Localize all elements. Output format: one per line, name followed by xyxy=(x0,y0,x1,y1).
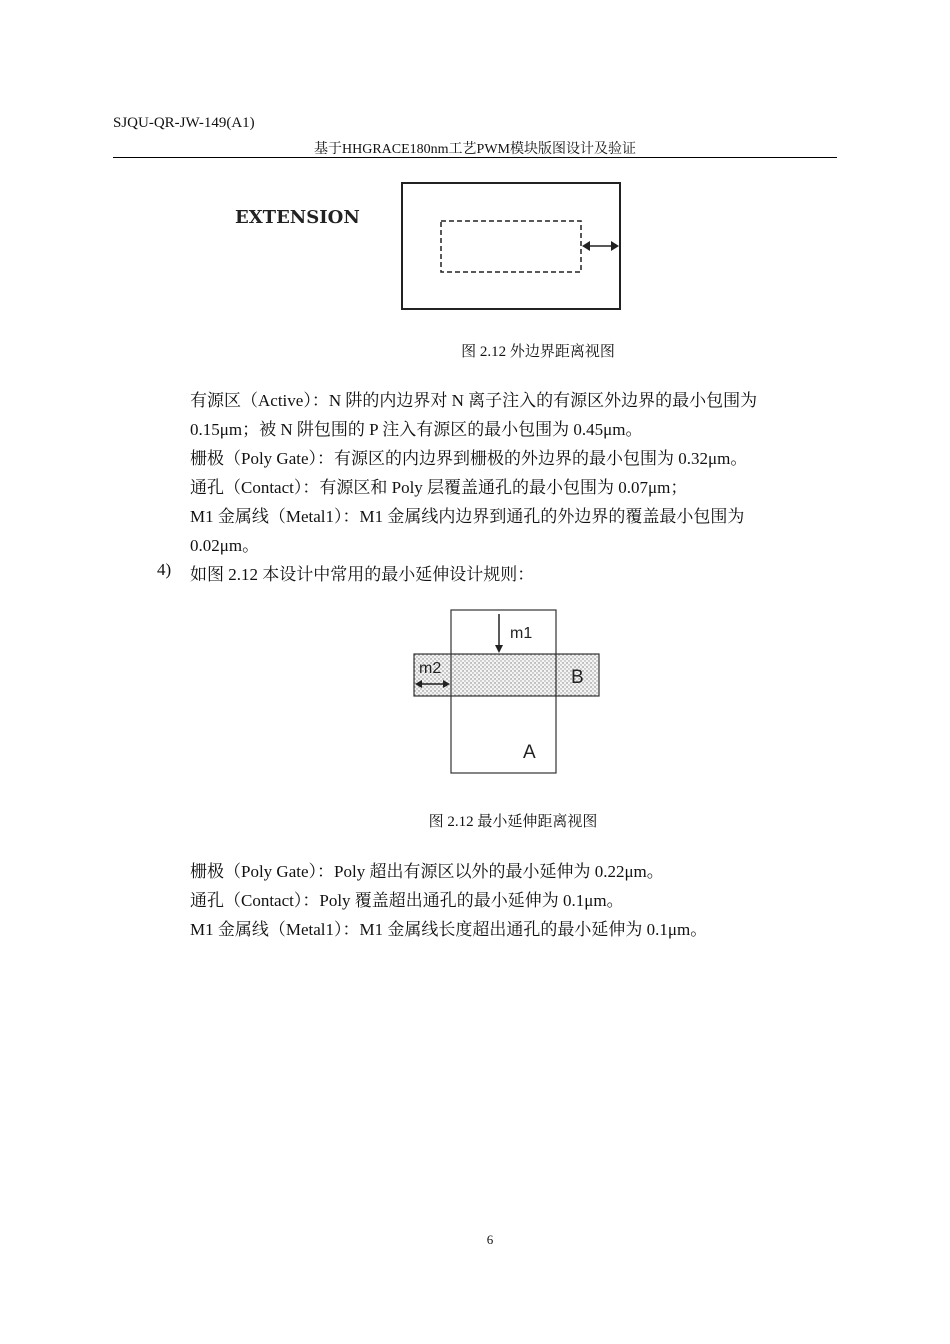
m1-arrow-head xyxy=(495,645,503,653)
enclosure-rules xyxy=(190,386,840,560)
running-title: 基于HHGRACE180nm工艺PWM模块版图设计及验证 xyxy=(313,142,636,157)
extension-rules xyxy=(190,857,840,944)
figure2-caption: 图 2.12 最小延伸距离视图 xyxy=(428,814,598,830)
list-number: 4) xyxy=(157,560,172,579)
a-label: A xyxy=(523,742,536,763)
m2-label: m2 xyxy=(419,660,442,677)
document-code: SJQU-QR-JW-149(A1) xyxy=(113,115,255,131)
inner-dashed-boundary xyxy=(441,221,581,272)
rule-line: M1 金属线（Metal1）：M1 金属线内边界到通孔的外边界的覆盖最小包围为 xyxy=(190,507,745,526)
rule-line: 0.15μm；被 N 阱包围的 P 注入有源区的最小包围为 0.45μm。 xyxy=(190,420,643,439)
list-item-text: 如图 2.12 本设计中常用的最小延伸设计规则： xyxy=(190,565,535,584)
figure-extension xyxy=(230,178,630,318)
arrow-head-left xyxy=(582,241,590,251)
rule-line: 0.02μm。 xyxy=(190,536,260,555)
arrow-head-right xyxy=(611,241,619,251)
b-label: B xyxy=(571,667,584,688)
rule-line: 栅极（Poly Gate）：有源区的内边界到栅极的外边界的最小包围为 0.32μm。 xyxy=(190,449,748,468)
header-rule xyxy=(113,157,837,158)
rule-line: M1 金属线（Metal1）：M1 金属线长度超出通孔的最小延伸为 0.1μm。 xyxy=(190,920,708,939)
rule-line: 通孔（Contact）：Poly 覆盖超出通孔的最小延伸为 0.1μm。 xyxy=(190,891,624,910)
extension-label: EXTENSION xyxy=(235,207,360,228)
page-number: 6 xyxy=(486,1232,494,1247)
m1-label: m1 xyxy=(510,625,533,642)
figure1-caption: 图 2.12 外边界距离视图 xyxy=(461,344,615,360)
rule-line: 通孔（Contact）：有源区和 Poly 层覆盖通孔的最小包围为 0.07μm； xyxy=(190,478,688,497)
figure-min-extension xyxy=(410,606,605,778)
rule-line: 有源区（Active）：N 阱的内边界对 N 离子注入的有源区外边界的最小包围为 xyxy=(190,391,758,410)
rule-line: 栅极（Poly Gate）：Poly 超出有源区以外的最小延伸为 0.22μm。 xyxy=(190,862,664,881)
